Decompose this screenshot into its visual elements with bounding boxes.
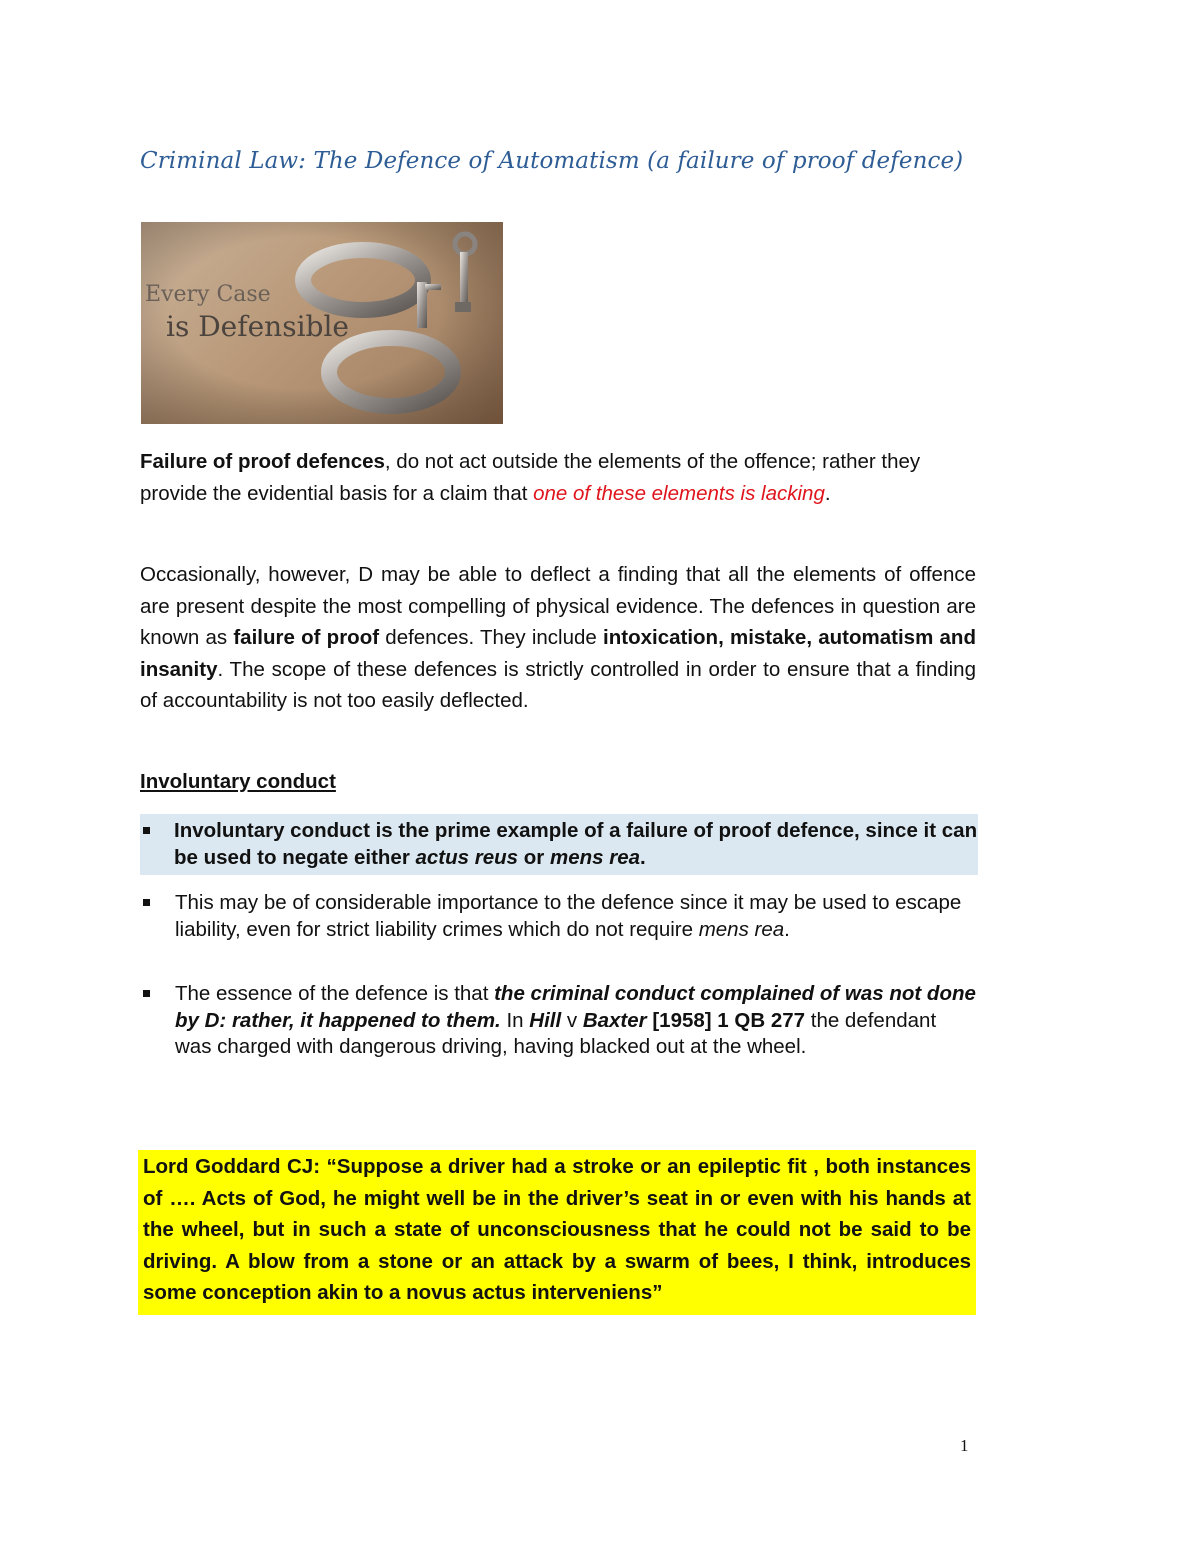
bullet-item-3 <box>140 981 978 1061</box>
bullet3-text-c: v <box>561 1008 583 1032</box>
occasionally-bold-b: intoxication, mistake, automatism and insanity <box>140 626 976 681</box>
bullet1-italic-a: actus reus <box>415 845 519 869</box>
intro-paragraph <box>140 446 976 509</box>
bullet-item-1 <box>140 814 978 875</box>
occasionally-text-a: Occasionally, however, D may be able to deflect a finding that all the elements of offence are present despite the most compelling of physical evidence. The defences in question are known as <box>140 563 976 649</box>
image-caption-line1: Every Case <box>145 282 271 307</box>
bullet3-text-b: In <box>500 1008 530 1032</box>
section-heading: Involuntary conduct <box>140 770 336 793</box>
bullet3-text-e: the defendant was charged with dangerous driving, having blacked out at the wheel. <box>175 1008 937 1058</box>
bullet2-text-a: This may be of considerable importance to the defence since it may be used to escape liability, even for strict liability crimes which do not require <box>175 891 962 941</box>
bullet3-text-a: The essence of the defence is that <box>175 982 495 1005</box>
intro-red-emphasis: one of these elements is lacking <box>533 481 825 505</box>
intro-bold-lead: Failure of proof defences <box>140 450 385 473</box>
case-name-baxter: Baxter <box>582 1008 647 1032</box>
occasionally-text-b: defences. They include <box>379 626 604 649</box>
case-name-hill: Hill <box>529 1008 562 1032</box>
highlighted-quote: Lord Goddard CJ: “Suppose a driver had a stroke or an epileptic fit , both instances of …. Acts of God, he might well be in the driver’s seat in or even with his hands at the wheel, but in such a state of unconsciousness that he could not be said to be driving. A blow from a stone or an attack by a swarm of bees, I think, introduces some conception akin to a novus actus interveniens” <box>138 1150 976 1315</box>
bullet1-text-c: . <box>640 845 646 869</box>
image-caption-line2: is Defensible <box>166 310 349 343</box>
bullet3-bold-italic: the criminal conduct complained of was not done by D: rather, it happened to them. <box>175 982 976 1032</box>
intro-text-b: . <box>824 481 831 505</box>
occasionally-text-c: . The scope of these defences is strictly controlled in order to ensure that a finding of accountability is not too easily deflected. <box>140 657 976 712</box>
bullet1-text-a: Involuntary conduct is the prime example of a failure of proof defence, since it can be used to negate either <box>174 819 978 869</box>
bullet-square-icon <box>143 827 150 834</box>
intro-text-a: , do not act outside the elements of the offence; rather they provide the evidential basis for a claim that <box>140 450 921 505</box>
bullet2-italic-a: mens rea <box>698 917 785 941</box>
bullet-item-2 <box>140 890 978 943</box>
occasionally-paragraph <box>140 559 976 717</box>
bullet2-text-b: . <box>784 917 790 941</box>
bullet1-text-b: or <box>518 845 550 869</box>
page-number: 1 <box>960 1436 969 1455</box>
bullet1-italic-b: mens rea <box>549 845 640 869</box>
bullet-square-icon <box>143 990 150 997</box>
document-title: Criminal Law: The Defence of Automatism (a failure of proof defence) <box>140 148 964 174</box>
handcuffs-image <box>141 222 503 424</box>
occasionally-bold-a: failure of proof <box>233 626 380 649</box>
case-citation: [1958] 1 QB 277 <box>652 1008 806 1032</box>
bullet-square-icon <box>143 899 150 906</box>
